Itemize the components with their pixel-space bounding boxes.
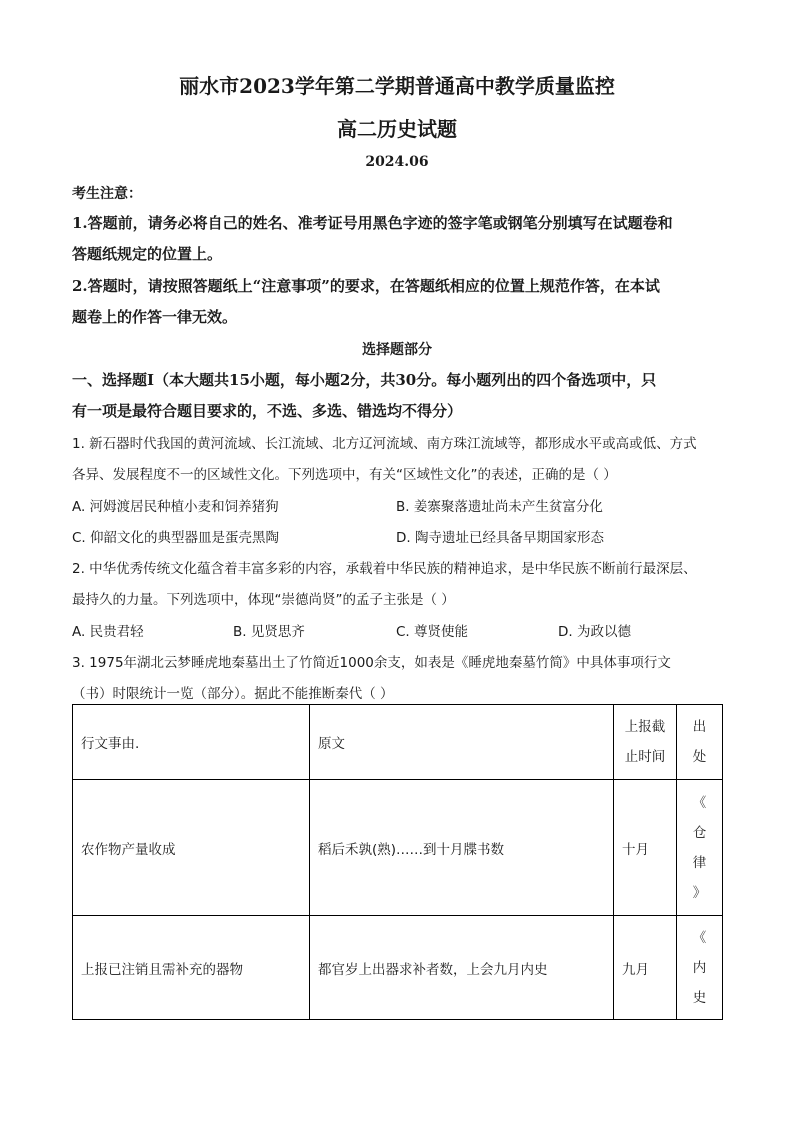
q2-stem-line-2: 最持久的力量。下列选项中，体现“崇德尚贤”的孟子主张是（ ） [72, 592, 455, 608]
header-cell-deadline [614, 705, 677, 780]
q1-stem-line-1: 1. 新石器时代我国的黄河流域、长江流域、北方辽河流域、南方珠江流域等，都形成水平或高或低、方式 [72, 436, 697, 452]
notice-item-1-line-2: 答题纸规定的位置上。 [72, 245, 223, 263]
q1-option-c: C. 仰韶文化的典型器皿是蛋壳黑陶 [72, 530, 280, 546]
header-cell-text: 原文 [310, 705, 614, 780]
row-2-source-char-2: 内 [692, 959, 707, 976]
row-1-source-char-1: 《 [692, 794, 707, 811]
q1-stem-line-2: 各异、发展程度不一的区域性文化。下列选项中，有关“区域性文化”的表述，正确的是（ ） [72, 467, 617, 483]
part1-instructions-line-1: 一、选择题Ⅰ（本大题共15小题，每小题2分，共30分。每小题列出的四个备选项中，只 [72, 371, 657, 389]
header-cell-matter: 行文事由. [73, 705, 310, 780]
row-2-source-char-1: 《 [692, 929, 707, 946]
row-1-deadline: 十月 [614, 780, 677, 916]
row-2-matter: 上报已注销且需补充的器物 [73, 916, 310, 1020]
q3-stem-line-1: 3. 1975年湖北云梦睡虎地秦墓出土了竹简近1000余支，如表是《睡虎地秦墓竹简》中具体事项行文 [72, 655, 671, 671]
row-1-matter: 农作物产量收成 [73, 780, 310, 916]
header-cell-source [677, 705, 723, 780]
header-source-line-2: 处 [692, 749, 707, 765]
q1-option-a: A. 河姆渡居民种植小麦和饲养猪狗 [72, 499, 279, 515]
exam-title: 丽水市2023学年第二学期普通高中教学质量监控 [179, 74, 615, 98]
row-2-source-char-3: 史 [692, 989, 707, 1006]
section-title: 选择题部分 [362, 342, 432, 358]
header-deadline-line-1: 上报截 [624, 719, 666, 735]
row-1-source [677, 780, 723, 916]
q2-option-c: C. 尊贤使能 [396, 624, 469, 640]
part1-instructions-line-2: 有一项是最符合题目要求的，不选、多选、错选均不得分） [72, 402, 463, 420]
table-row [73, 916, 723, 1020]
exam-subtitle: 高二历史试题 [337, 117, 457, 141]
row-1-source-char-4: 》 [692, 884, 707, 901]
row-1-text: 稻后禾孰(熟)……到十月牒书数 [310, 780, 614, 916]
q2-option-b: B. 见贤思齐 [233, 624, 305, 640]
row-1-source-char-3: 律 [692, 854, 707, 871]
row-2-text: 都官岁上出器求补者数，上会九月内史 [310, 916, 614, 1020]
q3-data-table [72, 704, 723, 1020]
row-2-source [677, 916, 723, 1020]
notice-heading: 考生注意： [72, 186, 142, 202]
q1-option-d: D. 陶寺遗址已经具备早期国家形态 [396, 530, 604, 546]
q3-stem-line-2: （书）时限统计一览（部分）。据此不能推断秦代（ ） [72, 686, 394, 702]
q1-option-b: B. 姜寨聚落遗址尚未产生贫富分化 [396, 499, 603, 515]
notice-item-2-line-2: 题卷上的作答一律无效。 [72, 308, 238, 326]
header-source-line-1: 出 [692, 719, 707, 735]
notice-item-1-line-1: 1.答题前，请务必将自己的姓名、准考证号用黑色字迹的签字笔或钢笔分别填写在试题卷和 [72, 214, 673, 232]
q2-option-a: A. 民贵君轻 [72, 624, 144, 640]
row-1-source-char-2: 仓 [692, 824, 707, 841]
exam-date: 2024.06 [365, 154, 429, 170]
table-header-row [73, 705, 723, 780]
table-row [73, 780, 723, 916]
q2-option-d: D. 为政以德 [558, 624, 631, 640]
notice-item-2-line-1: 2.答题时，请按照答题纸上“注意事项”的要求，在答题纸相应的位置上规范作答，在本试 [72, 277, 660, 295]
header-deadline-line-2: 止时间 [624, 749, 666, 765]
row-2-deadline: 九月 [614, 916, 677, 1020]
q2-stem-line-1: 2. 中华优秀传统文化蕴含着丰富多彩的内容，承载着中华民族的精神追求，是中华民族不断前行最深层、 [72, 561, 697, 577]
